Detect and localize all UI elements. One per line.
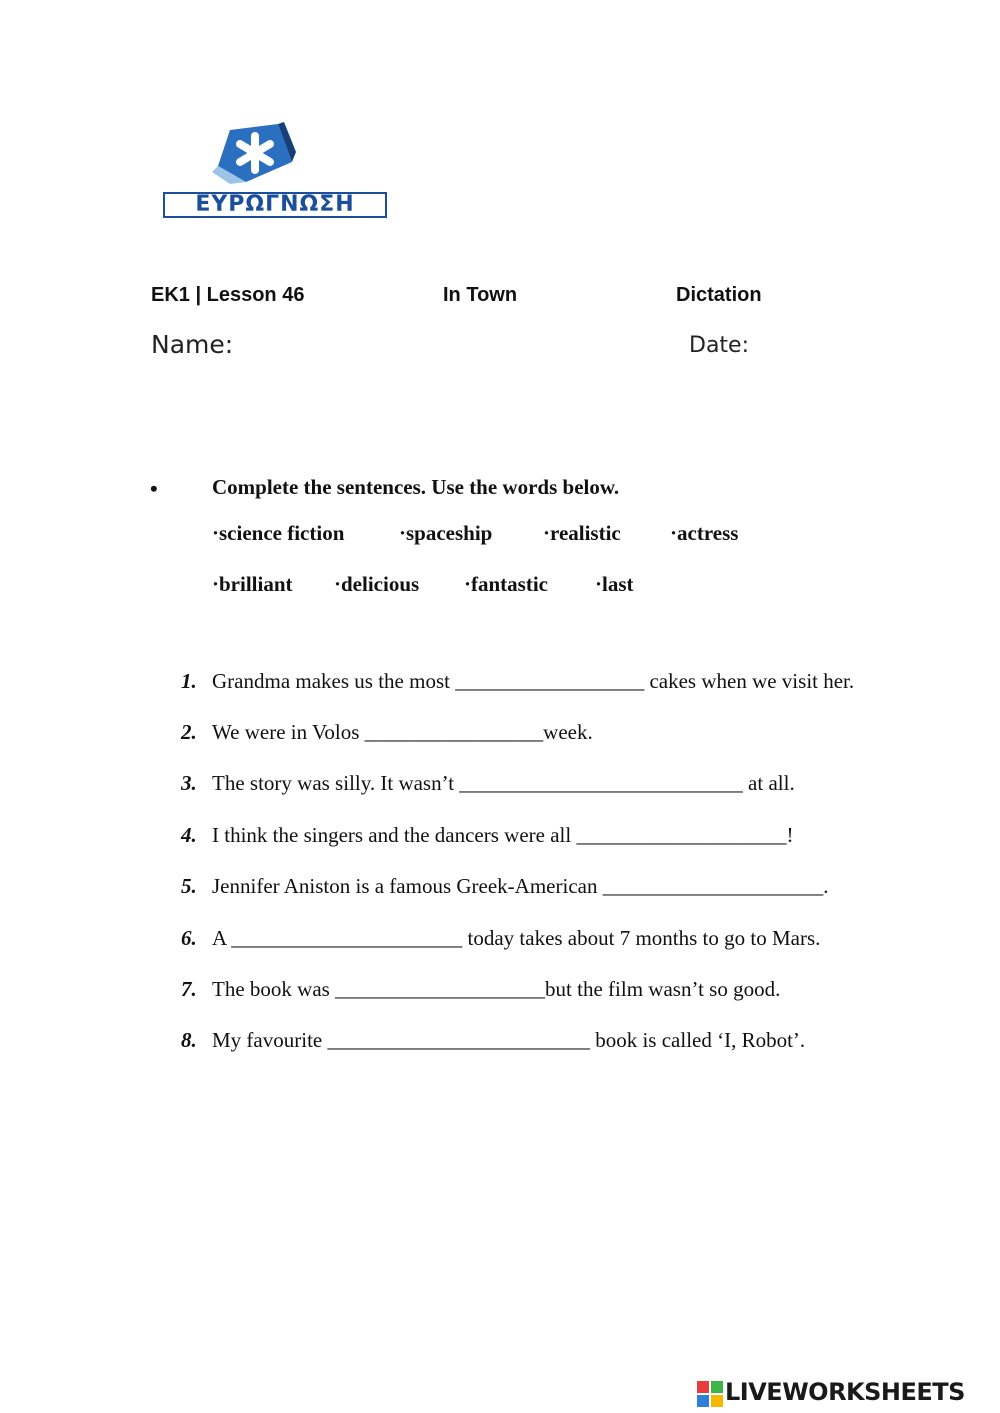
publisher-logo (160, 122, 392, 222)
word-option: ·realistic (543, 521, 621, 545)
liveworksheets-brand[interactable] (697, 1378, 997, 1410)
star-cross-logo-icon (160, 122, 392, 194)
sentence-text: I think the singers and the dancers were all ____________________! (212, 823, 794, 847)
worksheet-type-label: Dictation (676, 284, 762, 306)
word-option: ·delicious (334, 572, 420, 596)
sentence-text: Jennifer Aniston is a famous Greek-American _____________________. (212, 874, 829, 898)
sentence-number: 7. (181, 977, 197, 1001)
logo-wordmark: ΕΥΡΩΓΝΩΣΗ (163, 192, 387, 218)
bullet-marker: • (150, 476, 158, 501)
sentence-text: The book was ____________________but the film wasn’t so good. (212, 977, 781, 1001)
sentence-number: 4. (181, 823, 197, 847)
word-option: ·actress (670, 521, 739, 545)
word-option: ·science fiction (212, 521, 345, 545)
lesson-label: EK1 | Lesson 46 (151, 284, 305, 306)
sentence-text: A ______________________ today takes about 7 months to go to Mars. (212, 926, 821, 950)
sentence-text: My favourite _________________________ book is called ‘I, Robot’. (212, 1028, 806, 1052)
sentence-text: We were in Volos _________________week. (212, 720, 593, 744)
word-option: ·brilliant (212, 572, 293, 596)
liveworksheets-wordmark: LIVEWORKSHEETS (725, 1378, 965, 1406)
sentence-number: 3. (181, 771, 197, 795)
sentence-number: 6. (181, 926, 197, 950)
instruction-text: Complete the sentences. Use the words below. (212, 475, 620, 499)
sentence-number: 8. (181, 1028, 197, 1052)
sentence-text: Grandma makes us the most __________________ cakes when we visit her. (212, 669, 855, 693)
word-option: ·spaceship (399, 521, 493, 545)
sentence-number: 1. (181, 669, 197, 693)
liveworksheets-logo-icon (697, 1381, 723, 1407)
date-label: Date: (689, 333, 749, 358)
sentence-number: 2. (181, 720, 197, 744)
sentence-number: 5. (181, 874, 197, 898)
word-option: ·last (595, 572, 634, 596)
sentence-text: The story was silly. It wasn’t ___________________________ at all. (212, 771, 795, 795)
name-label: Name: (151, 330, 234, 359)
topic-label: In Town (443, 284, 518, 306)
word-option: ·fantastic (464, 572, 548, 596)
